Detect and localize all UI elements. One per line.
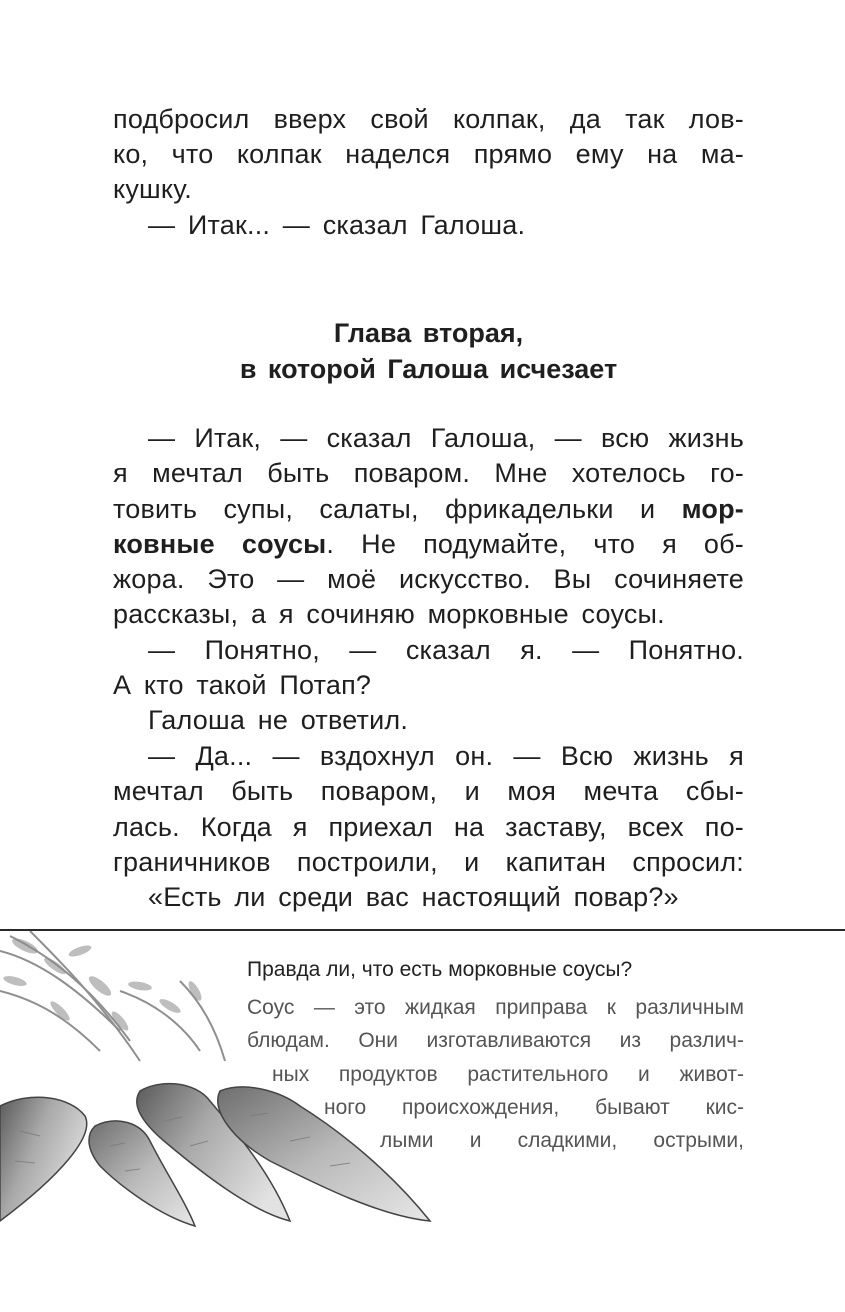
text-line: Галоша не ответил.: [148, 705, 409, 735]
text-line: я мечтал быть поваром. Мне хотелось го-: [113, 458, 744, 488]
text-line: подбросил вверх свой колпак, да так лов-: [113, 104, 744, 134]
text-line: — Итак, — сказал Галоша, — всю жизнь: [148, 423, 744, 453]
text-line: [113, 492, 744, 527]
text-line: ко, что колпак наделся прямо ему на ма-: [113, 139, 744, 169]
sidebar-text-line: лыми и сладкими, острыми,: [380, 1129, 744, 1152]
sidebar-text-line: Соус — это жидкая приправа к различным: [247, 996, 744, 1019]
sidebar-title: Правда ли, что есть морковные соусы?: [247, 958, 633, 981]
sidebar-text-line: ного происхождения, бывают кис-: [324, 1096, 744, 1119]
chapter-title: Глава вторая,: [333, 318, 524, 348]
text-line: — Итак... — сказал Галоша.: [148, 210, 526, 240]
text-run: . Не подумайте, что я об-: [326, 529, 744, 559]
sidebar-text-line: ных продуктов растительного и живот-: [272, 1063, 744, 1086]
text-line: [113, 527, 744, 562]
text-line: А кто такой Потап?: [113, 670, 372, 700]
text-line: кушку.: [113, 174, 192, 204]
bold-term: мор-: [681, 494, 744, 524]
text-line: лась. Когда я приехал на заставу, всех по-: [113, 812, 744, 842]
text-line: «Есть ли среди вас настоящий повар?»: [148, 882, 679, 912]
chapter-subtitle: в которой Галоша исчезает: [239, 354, 618, 384]
bold-term: ковные соусы: [113, 529, 327, 559]
text-line: жора. Это — моё искусство. Вы сочиняете: [113, 564, 744, 594]
text-line: — Да... — вздохнул он. — Всю жизнь я: [148, 741, 744, 771]
sidebar-text-line: блюдам. Они изготавливаются из различ-: [247, 1029, 744, 1052]
text-line: граничников построили, и капитан спросил:: [113, 847, 744, 877]
text-run: товить супы, салаты, фрикадельки и: [113, 494, 682, 524]
text-line: — Понятно, — сказал я. — Понятно.: [148, 635, 744, 665]
text-line: мечтал быть поваром, и моя мечта сбы-: [113, 776, 744, 806]
text-line: рассказы, а я сочиняю морковные соусы.: [113, 599, 665, 629]
